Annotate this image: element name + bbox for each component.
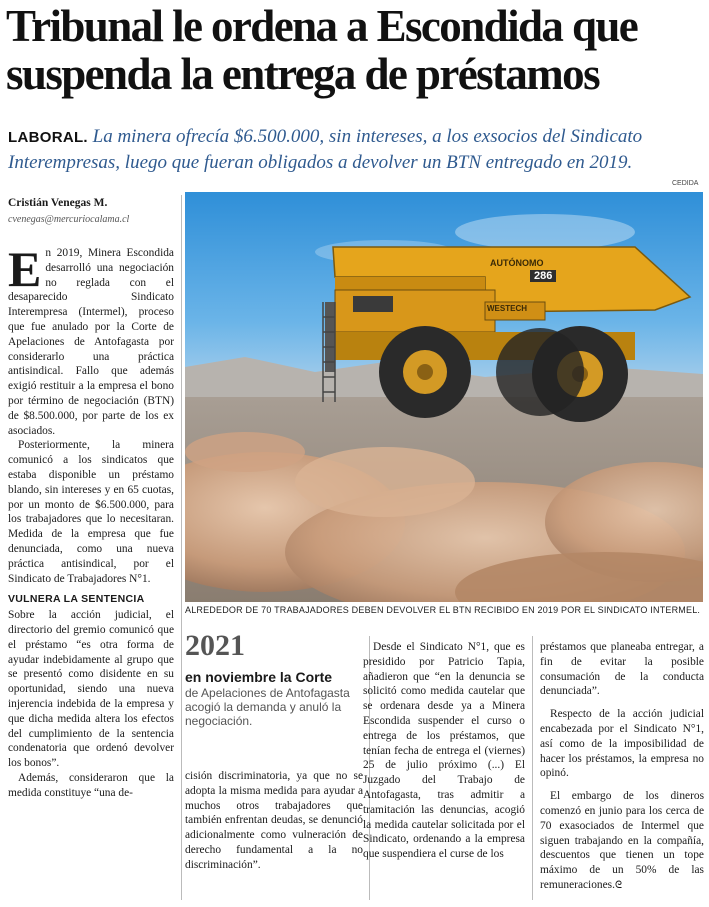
truck-number: 286	[530, 270, 556, 282]
highlight-body: de Apelaciones de Antofagasta acogió la demanda y anuló la negociación.	[185, 686, 350, 728]
lead-text: La minera ofrecía $6.500.000, sin intereses, a los exsocios del Sindicato Interempresas, luego que fueran obligados a devolver un BTN entregado en 2019.	[8, 126, 643, 173]
drop-cap: E	[8, 241, 42, 297]
paragraph: Desde el Sindicato N°1, que es presidido por Patricio Tapia, añadieron que “en la denuncia se solicitó como medida cautelar que se ordenara desde ya a Minera Escondida suspender el curso o entrega de los préstamos, que tenían fecha de entrega el (viernes) 25 de julio próximo (...) El Juzgado del Trabajo de Antofagasta, tras admitir a tramitación las denuncias, acogió la medida cautelar solicitada por el Sindicato, ordenando a la empresa que suspendiera el curse de los	[363, 641, 525, 861]
lead-paragraph	[8, 124, 703, 175]
paragraph	[540, 789, 704, 894]
highlight-title: en noviembre la Corte	[185, 669, 333, 685]
section-subhead: VULNERA LA SENTENCIA	[8, 593, 145, 606]
paragraph: cisión discriminatoria, ya que no se adopta la misma medida para ayudar a muchos otros trabajadores que también enfrentan deudas, se denunció adicionalmente como vulneración de derecho fundamental a la no discriminación”.	[185, 770, 363, 871]
lead-kicker: LABORAL.	[8, 129, 88, 146]
truck-label: AUTÓNOMO	[490, 258, 544, 268]
truck-illustration	[185, 192, 703, 602]
paragraph-text: El embargo de los dineros comenzó en junio para los cerca de 70 exasociados de Intermel que siguen trabajando en la compañía, descuentos que tienen un tope máximo de un 50% de las remuneraciones.	[540, 790, 704, 891]
paragraph: Posteriormente, la minera comunicó a los sindicatos que estaba disponible un préstamo blando, sin intereses y en 65 cuotas, por un monto de $6.500.000, para los trabajadores que lo necesitaran. Medida de la empresa que fue denunciada, como una nueva práctica antisindical, por el Sindicato de Trabajadores N°1.	[8, 439, 174, 585]
article-column-4	[540, 640, 704, 894]
byline-email[interactable]: cvenegas@mercuriocalama.cl	[8, 214, 130, 225]
article-column-2	[185, 769, 363, 873]
photo-credit: CEDIDA	[672, 180, 699, 187]
article-column-1	[8, 241, 174, 800]
paragraph: Respecto de la acción judicial encabezada por el Sindicato N°1, así como de la imposibilidad de hacer los préstamos, la empresa no opinó.	[540, 708, 704, 780]
column-divider	[532, 636, 533, 900]
paragraph: Sobre la acción judicial, el directorio del gremio comunicó que el préstamo “es otra forma de ayudar indebidamente al grupo que se presentó como disidente en su oportunidad, siendo una nueva injerencia indebida de la empresa y que dicha medida altera los efectos del cumplimiento de la sentencia condenatoria que ordenó devolver los bonos”.	[8, 609, 174, 770]
highlight-year: 2021	[185, 629, 245, 662]
mining-truck-photo	[185, 192, 703, 602]
paragraph	[8, 241, 174, 438]
article-column-3	[363, 640, 525, 862]
column-divider	[181, 195, 182, 900]
paragraph: préstamos que planeaba entregar, a fin de evitar la posible consumación de la conducta denunciada”.	[540, 641, 704, 698]
photo-caption: ALREDEDOR DE 70 TRABAJADORES DEBEN DEVOLVER EL BTN RECIBIDO EN 2019 POR EL SINDICATO INTERMEL.	[185, 605, 701, 615]
end-mark-icon: ᘓ	[614, 879, 622, 891]
paragraph: Además, consideraron que la medida constituye “una de-	[8, 771, 174, 799]
byline-author: Cristián Venegas M.	[8, 197, 108, 209]
paragraph-text: n 2019, Minera Escondida desarrolló una negociación no reglada con el desaparecido Sindicato Interempresa (Intermel), proceso que fue anulado por la Corte de Apelaciones de Antofagasta por considerarlo una práctica antisindical. Fallo que además exigió restituir a la empresa el bono por término de negociación (BTN) de $8.500.000, por parte de los ex asociados.	[8, 247, 174, 437]
truck-brand: WESTECH	[487, 304, 527, 313]
headline: Tribunal le ordena a Escondida que suspenda la entrega de préstamos	[6, 1, 638, 99]
